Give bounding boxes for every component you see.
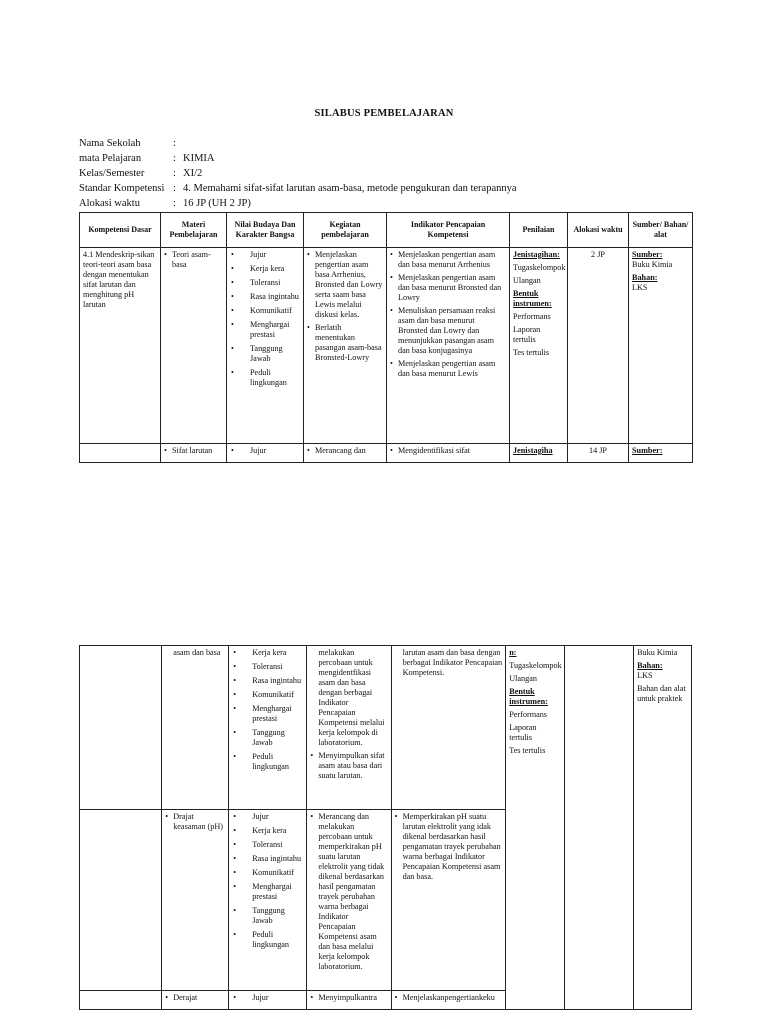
penilaian-cell bbox=[506, 646, 565, 1010]
materi-cell: asam dan basa bbox=[162, 646, 229, 810]
alat-value: Bahan dan alat untuk praktek bbox=[637, 684, 686, 703]
document-title: SILABUS PEMBELAJARAN bbox=[314, 108, 454, 119]
jenis-label: Jenistagihan: bbox=[513, 250, 560, 259]
list-item: • Tanggung Jawab bbox=[232, 906, 303, 926]
materi-cell bbox=[162, 810, 229, 991]
header-sumber: Sumber/ Bahan/ alat bbox=[629, 213, 693, 248]
list-item: • Merancang dan melakukan percobaan untuk memperkirakan pH suatu larutan elektrolit yang tidak dikenal berdasarkan hasil pengamatan trayek perubahan warna berbagai Indikator Pencapaian Kompetensi asam dan basa melalui kerja kelompok laboratorium. bbox=[310, 812, 387, 972]
alokasi-cell: 14 JP bbox=[568, 444, 629, 463]
info-row bbox=[79, 166, 517, 181]
kegiatan-cell bbox=[304, 248, 387, 444]
nilai-cell bbox=[227, 248, 304, 444]
list-item: • Jujur bbox=[230, 250, 300, 260]
list-item: • Menuliskan persamaan reaksi asam dan basa menurut Bronsted dan Lowry dan menunjukkan pasangan asam dan basa konjugasinya bbox=[390, 306, 506, 356]
info-colon: : bbox=[173, 138, 176, 149]
indikator-cell bbox=[391, 810, 506, 991]
bahan-value: LKS bbox=[632, 283, 648, 292]
list-item: • Komunikatif bbox=[232, 868, 303, 878]
table-row bbox=[80, 248, 693, 444]
info-colon: : bbox=[173, 168, 176, 179]
kegiatan-cell bbox=[307, 646, 391, 810]
list-item: • Teori asam-basa bbox=[164, 250, 223, 270]
list-item: • Menjelaskan pengertian asam dan basa menurut Arrhenius bbox=[390, 250, 506, 270]
list-item: • Memperkirakan pH suatu larutan elektrolit yang idak dikenal berdasarkan hasil pengamatan trayek perubahan warna berbagai Indikator Pencapaian Kompetensi asam dan basa. bbox=[395, 812, 503, 882]
list-item: • Menghargai prestasi bbox=[232, 704, 303, 724]
sumber-value: Buku Kimia bbox=[632, 260, 673, 269]
indikator-cell bbox=[387, 444, 510, 463]
info-colon: : bbox=[173, 183, 176, 194]
sumber-cell bbox=[629, 248, 693, 444]
list-item: • Peduli lingkungan bbox=[230, 368, 300, 388]
table-row bbox=[80, 444, 693, 463]
info-row bbox=[79, 181, 517, 196]
penilaian-item: Laporan tertulis bbox=[513, 325, 541, 344]
materi-cell bbox=[161, 444, 227, 463]
info-value: KIMIA bbox=[183, 153, 215, 164]
list-item: • Toleransi bbox=[232, 662, 303, 672]
sumber-cell bbox=[634, 646, 692, 1010]
list-item: • Rasa ingintahu bbox=[232, 854, 303, 864]
info-value: XI/2 bbox=[183, 168, 203, 179]
kegiatan-cell bbox=[304, 444, 387, 463]
list-item: • Jujur bbox=[230, 446, 300, 456]
nilai-cell bbox=[229, 646, 307, 810]
bahan-label: Bahan: bbox=[632, 273, 658, 282]
list-item: • Rasa ingintahu bbox=[230, 292, 300, 302]
penilaian-item: Tugaskelompok bbox=[509, 661, 562, 670]
syllabus-table-page-1 bbox=[79, 212, 693, 463]
list-item: • Derajat bbox=[165, 993, 225, 1003]
jenis-label: n: bbox=[509, 648, 517, 657]
info-label: mata Pelajaran bbox=[79, 153, 142, 164]
info-label: Standar Kompetensi bbox=[79, 183, 165, 194]
materi-cell bbox=[162, 991, 229, 1010]
list-item: • Jujur bbox=[232, 993, 303, 1003]
list-item: • Menjelaskan pengertian asam basa Arrhenius, Bronsted dan Lowry serta saam basa Lewis melalui diskusi kelas. bbox=[307, 250, 383, 320]
syllabus-table-page-2 bbox=[79, 645, 692, 1010]
header-materi: Materi Pembelajaran bbox=[161, 213, 227, 248]
bentuk-label: Bentuk instrumen: bbox=[513, 289, 552, 308]
header-alokasi: Alokasi waktu bbox=[568, 213, 629, 248]
list-item: • Jujur bbox=[232, 812, 303, 822]
list-item: • Rasa ingintahu bbox=[232, 676, 303, 686]
indikator-cell bbox=[391, 991, 506, 1010]
nilai-cell bbox=[227, 444, 304, 463]
list-item: • Peduli lingkungan bbox=[232, 930, 303, 950]
nilai-cell bbox=[229, 991, 307, 1010]
header-kompetensi-dasar: Kompetensi Dasar bbox=[80, 213, 161, 248]
list-item: • Menghargai prestasi bbox=[230, 320, 300, 340]
list-item: • Kerja kera bbox=[232, 826, 303, 836]
penilaian-item: Ulangan bbox=[513, 276, 541, 285]
penilaian-item: Tes tertulis bbox=[509, 746, 546, 755]
info-label: Nama Sekolah bbox=[79, 138, 141, 149]
info-value: 4. Memahami sifat-sifat larutan asam-basa, metode pengukuran dan terapannya bbox=[183, 183, 517, 194]
header-nilai-budaya: Nilai Budaya Dan Karakter Bangsa bbox=[227, 213, 304, 248]
kegiatan-cell bbox=[307, 991, 391, 1010]
list-item: • Menjelaskan pengertian asam dan basa menurut Lewis bbox=[390, 359, 506, 379]
info-row bbox=[79, 151, 517, 166]
info-row bbox=[79, 136, 517, 151]
list-item: • Menyimpulkantra bbox=[310, 993, 387, 1003]
list-item: • Mengidentifikasi sifat bbox=[390, 446, 506, 456]
nilai-cell bbox=[229, 810, 307, 991]
info-label: Kelas/Semester bbox=[79, 168, 145, 179]
kegiatan-cell bbox=[307, 810, 391, 991]
penilaian-item: Ulangan bbox=[509, 674, 537, 683]
list-item: • Kerja kera bbox=[230, 264, 300, 274]
penilaian-item: Tes tertulis bbox=[513, 348, 550, 357]
kd-cell bbox=[80, 810, 162, 991]
alokasi-cell bbox=[565, 646, 634, 1010]
list-item: • Sifat larutan bbox=[164, 446, 223, 456]
list-item: • Drajat keasaman (pH) bbox=[165, 812, 225, 832]
header-info bbox=[79, 136, 517, 211]
list-item: • Kerja kera bbox=[232, 648, 303, 658]
alokasi-cell: 2 JP bbox=[568, 248, 629, 444]
sumber-cell: Sumber: bbox=[629, 444, 693, 463]
kd-cell bbox=[80, 444, 161, 463]
list-item: • Menyimpulkan sifat asam atau basa dari suatu larutan. bbox=[310, 751, 387, 781]
bentuk-label: Bentuk instrumen: bbox=[509, 687, 548, 706]
bahan-value: LKS bbox=[637, 671, 653, 680]
penilaian-item: Performans bbox=[513, 312, 551, 321]
bahan-label: Bahan: bbox=[637, 661, 663, 670]
list-item: • Toleransi bbox=[232, 840, 303, 850]
sumber-value: Buku Kimia bbox=[637, 648, 678, 657]
list-item: • Komunikatif bbox=[232, 690, 303, 700]
list-item: • Komunikatif bbox=[230, 306, 300, 316]
header-penilaian: Penilaian bbox=[510, 213, 568, 248]
list-item: • Tanggung Jawab bbox=[230, 344, 300, 364]
indikator-cell bbox=[391, 646, 506, 810]
kd-cell bbox=[80, 646, 162, 810]
info-label: Alokasi waktu bbox=[79, 198, 140, 209]
indikator-text: larutan asam dan basa dengan berbagai Indikator Pencapaian Kompetensi. bbox=[402, 648, 503, 677]
list-item: • Peduli lingkungan bbox=[232, 752, 303, 772]
materi-cell bbox=[161, 248, 227, 444]
kd-cell: 4.1 Mendeskrip-sikan teori-teori asam basa dengan menentukan sifat larutan dan menghitung pH larutan bbox=[80, 248, 161, 444]
indikator-cell bbox=[387, 248, 510, 444]
list-item: • Tanggung Jawab bbox=[232, 728, 303, 748]
header-kegiatan: Kegiatan pembelajaran bbox=[304, 213, 387, 248]
info-colon: : bbox=[173, 153, 176, 164]
table-row bbox=[80, 646, 692, 810]
list-item: • Merancang dan bbox=[307, 446, 383, 456]
kegiatan-text: melakukan percobaan untuk mengidentfikasi asam dan basa dengan berbagai Indikator Pencapaian Kompetensi melalui kerja kelompok di laboratorium. bbox=[318, 648, 385, 747]
penilaian-item: Tugaskelompok bbox=[513, 263, 566, 272]
list-item: • Berlatih menentukan pasangan asam-basa Bronsted-Lowry bbox=[307, 323, 383, 363]
kd-cell bbox=[80, 991, 162, 1010]
penilaian-cell: Jenistagiha bbox=[510, 444, 568, 463]
list-item: • Menjelaskanpengertiankeku bbox=[395, 993, 503, 1003]
list-item: • Menjelaskan pengertian asam dan basa menurut Bronsted dan Lowry bbox=[390, 273, 506, 303]
penilaian-item: Performans bbox=[509, 710, 547, 719]
list-item: • Menghargai prestasi bbox=[232, 882, 303, 902]
list-item: • Toleransi bbox=[230, 278, 300, 288]
info-colon: : bbox=[173, 198, 176, 209]
sumber-label: Sumber: bbox=[632, 250, 663, 259]
info-value: 16 JP (UH 2 JP) bbox=[183, 198, 251, 209]
info-row bbox=[79, 196, 517, 211]
penilaian-cell bbox=[510, 248, 568, 444]
penilaian-item: Laporan tertulis bbox=[509, 723, 537, 742]
header-indikator: Indikator Pencapaian Kompetensi bbox=[387, 213, 510, 248]
